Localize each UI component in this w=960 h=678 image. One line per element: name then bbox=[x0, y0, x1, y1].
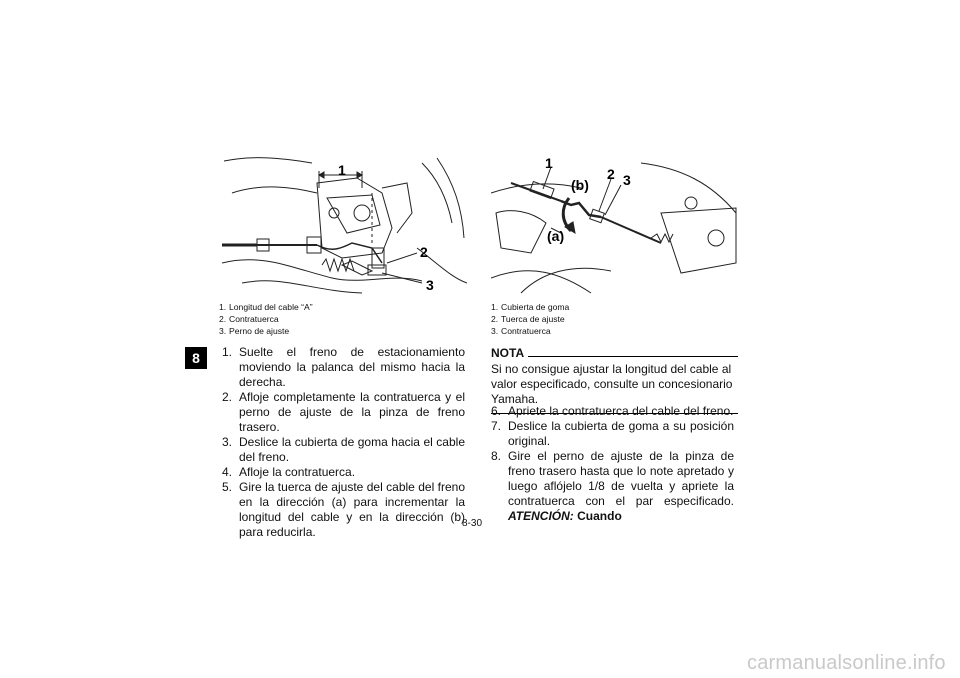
brake-cable-drawing bbox=[491, 153, 739, 298]
note-text: Si no consigue ajustar la longitud del cable al valor especificado, consulte un concesionario Yamaha. bbox=[491, 362, 733, 406]
brake-caliper-drawing bbox=[222, 153, 470, 298]
step-item: 5. Gire la tuerca de ajuste del cable del freno en la dirección (a) para incrementar la longitud del cable y en la dirección (b) para reducirla. bbox=[222, 480, 465, 539]
note-header bbox=[491, 346, 738, 360]
note-heading: NOTA bbox=[491, 346, 525, 360]
callout-1: 1 bbox=[338, 162, 346, 178]
step-item: 2. Afloje completamente la contratuerca y el perno de ajuste de la pinza de freno trasero. bbox=[222, 390, 465, 434]
right-figure-captions bbox=[491, 301, 741, 337]
procedure-steps-right bbox=[491, 404, 734, 524]
step-item: 7. Deslice la cubierta de goma a su posición original. bbox=[491, 419, 734, 448]
attention-continuation: Cuando bbox=[577, 509, 622, 523]
caption-item: 1. Longitud del cable “A” bbox=[219, 302, 313, 312]
step-8-text: Gire el perno de ajuste de la pinza de freno trasero hasta que lo note apretado y luego aflójelo 1/8 de vuelta y apriete la contratuerca con el par especificado. bbox=[508, 449, 734, 508]
caption-item: 3. Contratuerca bbox=[491, 326, 551, 336]
brake-caliper-illustration bbox=[222, 153, 470, 298]
step-item: 6. Apriete la contratuerca del cable del freno. bbox=[491, 404, 734, 418]
note-rule bbox=[528, 356, 738, 357]
step-item: 8. Gire el perno de ajuste de la pinza de freno trasero hasta que lo note apretado y luego aflójelo 1/8 de vuelta y apriete la contratuerca con el par especificado. ATENCIÓN: Cuando bbox=[491, 449, 734, 523]
caption-item: 2. Contratuerca bbox=[219, 314, 279, 324]
callout-1: 1 bbox=[545, 155, 553, 171]
callout-2: 2 bbox=[420, 244, 428, 260]
callout-direction-a: (a) bbox=[547, 228, 565, 244]
left-figure-captions bbox=[219, 301, 469, 337]
attention-label: ATENCIÓN: bbox=[508, 509, 574, 523]
callout-direction-b: (b) bbox=[571, 177, 589, 193]
caption-item: 3. Perno de ajuste bbox=[219, 326, 290, 336]
brake-cable-illustration bbox=[491, 153, 739, 298]
page-number: 8-30 bbox=[462, 518, 483, 529]
procedure-steps-left bbox=[222, 345, 465, 540]
callout-3: 3 bbox=[426, 277, 434, 293]
callout-3: 3 bbox=[623, 172, 631, 188]
chapter-tab: 8 bbox=[185, 347, 207, 369]
caption-item: 2. Tuerca de ajuste bbox=[491, 314, 565, 324]
step-item: 1. Suelte el freno de estacionamiento moviendo la palanca del mismo hacia la derecha. bbox=[222, 345, 465, 389]
caption-item: 1. Cubierta de goma bbox=[491, 302, 570, 312]
watermark: carmanualsonline.info bbox=[747, 652, 946, 674]
callout-2: 2 bbox=[607, 166, 615, 182]
step-item: 4. Afloje la contratuerca. bbox=[222, 465, 356, 479]
step-item: 3. Deslice la cubierta de goma hacia el cable del freno. bbox=[222, 435, 465, 464]
